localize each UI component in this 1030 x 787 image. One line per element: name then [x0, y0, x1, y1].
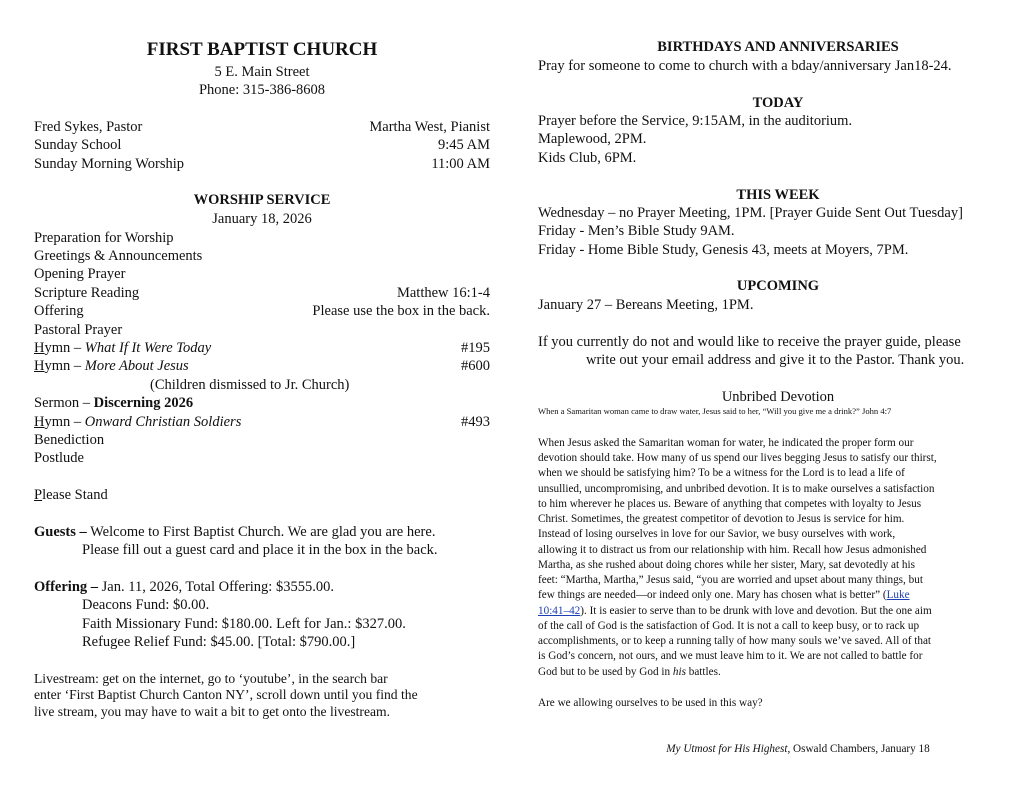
please-stand-note: Please Stand — [34, 487, 108, 503]
this-week-heading: THIS WEEK — [736, 187, 820, 203]
order-sermon: Sermon – Discerning 2026 — [34, 395, 194, 411]
scripture-reference: Matthew 16:1-4 — [396, 285, 490, 301]
worship-time: 11:00 AM — [431, 156, 490, 172]
livestream-line-2: enter ‘First Baptist Church Canton NY’, scroll down until you find the — [34, 687, 418, 702]
devotion-verse: When a Samaritan woman came to draw water, Jesus said to her, “Will you give me a drink?” John 4:7 — [538, 406, 892, 416]
sunday-school-label: Sunday School — [34, 137, 122, 153]
church-name: FIRST BAPTIST CHURCH — [146, 39, 378, 60]
offering-note: Please use the box in the back. — [312, 303, 490, 319]
devotion-line: When Jesus asked the Samaritan woman for water, he indicated the proper form our — [538, 437, 914, 449]
order-postlude: Postlude — [34, 450, 84, 466]
hymn-3-number: #493 — [461, 414, 490, 430]
prayer-guide-line-1: If you currently do not and would like to receive the prayer guide, please — [538, 334, 961, 350]
livestream-line-1: Livestream: get on the internet, go to ‘youtube’, in the search bar — [34, 671, 388, 686]
hymn-2-number: #600 — [461, 358, 490, 374]
staff-row-sunday-school — [34, 136, 490, 154]
upcoming-heading: UPCOMING — [736, 278, 820, 294]
worship-label: Sunday Morning Worship — [34, 156, 185, 172]
church-phone: Phone: 315-386-8608 — [198, 82, 326, 98]
devotion-source: My Utmost for His Highest, Oswald Chambers, January 18 — [666, 743, 930, 755]
hymn-3-title: Onward Christian Soldiers — [84, 414, 242, 430]
hymn-1-number: #195 — [461, 340, 490, 356]
luke-link[interactable]: Luke — [886, 589, 910, 601]
scripture-label: Scripture Reading — [34, 285, 140, 301]
today-line-2: Maplewood, 2PM. — [538, 131, 647, 147]
hymn-3-label: Hymn – Onward Christian Soldiers — [34, 414, 242, 430]
devotion-title: Unbribed Devotion — [721, 389, 835, 405]
order-hymn-1 — [34, 339, 490, 357]
devotion-line: when we should be satisfying him? To be a witness for the Lord is to lead a life of — [538, 467, 905, 479]
offering-report-line-1: Offering – Jan. 11, 2026, Total Offering: $3555.00. — [34, 579, 334, 595]
devotion-line: God but to be used by God in his battles. — [538, 666, 721, 678]
devotion-line: devotion should take. How many of us spend our lives begging Jesus to satisfy our thirst, — [538, 452, 937, 464]
devotion-line: of the call of God is the satisfaction of God. It is not a call to keep busy, or to rack up — [538, 620, 920, 632]
devotion-line: accomplishments, or to keep a running tally of how many souls we’ve saved. All of that — [538, 635, 932, 647]
staff-row-pastor — [34, 118, 490, 136]
livestream-line-3: live stream, you may have to wait a bit to get onto the livestream. — [34, 704, 390, 719]
deacons-fund: Deacons Fund: $0.00. — [82, 597, 210, 613]
devotion-line: unsullied, uncompromising, and unbribed devotion. It is to make ourselves a satisfaction — [538, 483, 935, 495]
order-offering — [34, 302, 490, 320]
church-address: 5 E. Main Street — [214, 64, 310, 80]
luke-link-verse[interactable]: 10:41–42 — [538, 605, 581, 617]
this-week-line-1: Wednesday – no Prayer Meeting, 1PM. [Prayer Guide Sent Out Tuesday] — [538, 205, 963, 221]
devotion-line: Martha, as she rushed about doing chores while her sister, Mary, sat devotedly at his — [538, 559, 915, 571]
this-week-line-3: Friday - Home Bible Study, Genesis 43, meets at Moyers, 7PM. — [538, 242, 909, 258]
hymn-2-label: Hymn – More About Jesus — [34, 358, 189, 374]
sermon-title: Discerning 2026 — [93, 395, 194, 411]
pianist-name: Martha West, Pianist — [369, 119, 490, 135]
birthdays-text: Pray for someone to come to church with a bday/anniversary Jan18-24. — [538, 58, 952, 74]
refugee-relief-fund: Refugee Relief Fund: $45.00. [Total: $790.00.] — [82, 634, 356, 650]
order-benediction: Benediction — [34, 432, 105, 448]
service-date: January 18, 2026 — [212, 211, 312, 227]
this-week-line-2: Friday - Men’s Bible Study 9AM. — [538, 223, 735, 239]
devotion-line: feet: “Martha, Martha,” Jesus said, “you are worried and upset about many things, but — [538, 574, 923, 586]
order-pastoral-prayer: Pastoral Prayer — [34, 322, 123, 338]
prayer-guide-line-2: write out your email address and give it to the Pastor. Thank you. — [586, 352, 965, 368]
upcoming-line-1: January 27 – Bereans Meeting, 1PM. — [538, 297, 754, 313]
devotion-line: is God’s concern, not ours, and we must leave him to it. We are not called to battle for — [538, 650, 923, 662]
devotion-line: 10:41–42). It is easier to serve than to be drunk with love and devotion. But the one aim — [538, 605, 932, 617]
guests-line-2: Please fill out a guest card and place it in the box in the back. — [82, 542, 438, 558]
order-opening-prayer: Opening Prayer — [34, 266, 126, 282]
guests-line-1: Guests – Welcome to First Baptist Church. We are glad you are here. — [34, 524, 436, 540]
today-line-1: Prayer before the Service, 9:15AM, in the auditorium. — [538, 113, 853, 129]
devotion-line: few things are needed—or indeed only one. Mary has chosen what is better” (Luke — [538, 589, 910, 601]
hymn-2-title: More About Jesus — [84, 358, 189, 374]
devotion-line: Instead of losing ourselves in love for our Savior, we busy ourselves with work, — [538, 528, 896, 540]
order-greetings: Greetings & Announcements — [34, 248, 203, 264]
hymn-1-label: Hymn – What If It Were Today — [34, 340, 212, 356]
hymn-1-title: What If It Were Today — [84, 340, 212, 356]
today-line-3: Kids Club, 6PM. — [538, 150, 637, 166]
sunday-school-time: 9:45 AM — [438, 137, 490, 153]
children-dismissed-note: (Children dismissed to Jr. Church) — [150, 377, 350, 393]
birthdays-heading: BIRTHDAYS AND ANNIVERSARIES — [657, 39, 899, 55]
offering-label: Offering — [34, 303, 84, 319]
worship-service-heading: WORSHIP SERVICE — [193, 192, 331, 208]
order-scripture — [34, 284, 490, 302]
today-heading: TODAY — [752, 95, 804, 111]
staff-row-worship — [34, 155, 490, 173]
order-hymn-3 — [34, 413, 490, 431]
offering-report-label: Offering – — [34, 579, 99, 595]
devotion-line: Christ. Sometimes, the greatest competitor of devotion to Jesus is service for him. — [538, 513, 905, 525]
pastor-name: Fred Sykes, Pastor — [34, 119, 143, 135]
devotion-question: Are we allowing ourselves to be used in this way? — [538, 697, 763, 709]
order-preparation: Preparation for Worship — [34, 230, 174, 246]
faith-missionary-fund: Faith Missionary Fund: $180.00. Left for Jan.: $327.00. — [82, 616, 406, 632]
guests-label: Guests – — [34, 524, 87, 540]
order-hymn-2 — [34, 357, 490, 375]
devotion-line: allowing it to distract us from our relationship with him. Recall how Jesus admonished — [538, 544, 927, 556]
devotion-line: to him wherever he places us. Beware of anything that competes with loyalty to Jesus — [538, 498, 922, 510]
